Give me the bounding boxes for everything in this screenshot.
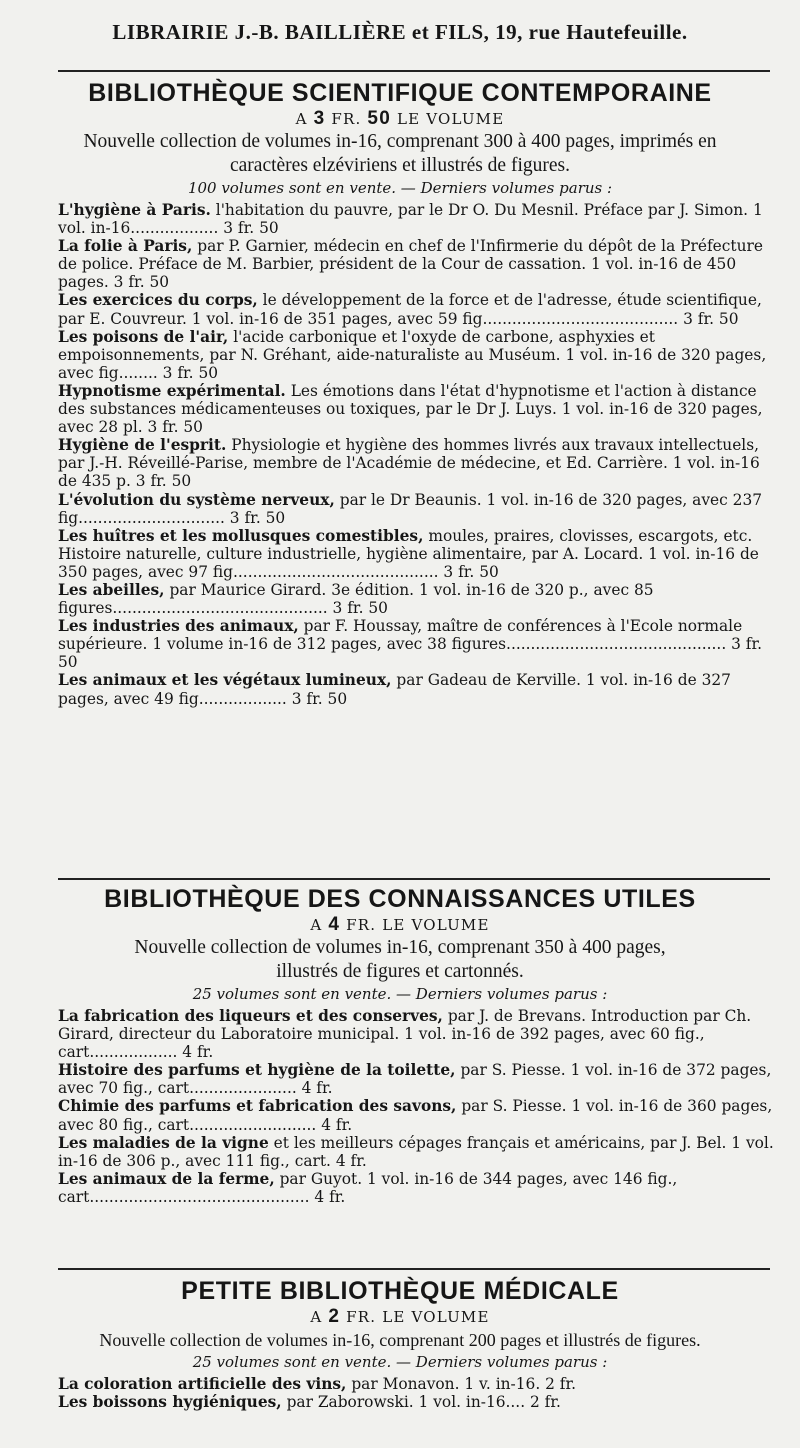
price-prefix: A <box>295 110 308 128</box>
list-item: Les industries des animaux, par F. Houssay, maître de conférences à l'Ecole normale supérieure. 1 volume in-16 de 312 pages, avec 38 figures............................................. 3 fr. 50 <box>58 617 763 672</box>
section-description: Nouvelle collection de volumes in-16, comprenant 200 pages et illustrés de figures. <box>99 1330 701 1350</box>
divider-rule <box>58 878 770 880</box>
list-item: Les boissons hygiéniques, par Zaborowski. 1 vol. in-16.... 2 fr. <box>58 1393 561 1412</box>
entry-list <box>0 1007 800 1206</box>
list-item: Les exercices du corps, le développement de la force et de l'adresse, étude scientifique, par E. Couvreur. 1 vol. in-16 de 351 pages, avec 59 fig........................................ 3 fr. 50 <box>58 291 762 328</box>
section-count: 100 volumes sont en vente. — Derniers volumes parus : <box>187 179 613 197</box>
price-currency: FR. <box>346 1308 377 1326</box>
list-item: Les poisons de l'air, l'acide carbonique et l'oxyde de carbone, asphyxies et empoisonnements, par N. Gréhant, aide-naturaliste au Muséum. 1 vol. in-16 de 320 pages, avec fig........ 3 fr. 50 <box>58 327 767 382</box>
list-item: Chimie des parfums et fabrication des savons, par S. Piesse. 1 vol. in-16 de 360 pages, avec 80 fig., cart.......................... 4 fr. <box>58 1097 773 1134</box>
list-item: Hypnotisme expérimental. Les émotions dans l'état d'hypnotisme et l'action à distance des substances médicamenteuses ou toxiques, par le Dr J. Luys. 1 vol. in-16 de 320 pages, avec 28 pl. 3 fr. 50 <box>58 381 763 437</box>
list-item: La fabrication des liqueurs et des conserves, par J. de Brevans. Introduction par Ch. Girard, directeur du Laboratoire municipal. 1 vol. in-16 de 392 pages, avec 60 fig., cart.................. 4 fr. <box>58 1007 752 1062</box>
price-number: 2 <box>328 1306 341 1327</box>
price-prefix: A <box>310 916 323 934</box>
list-item: Histoire des parfums et hygiène de la toilette, par S. Piesse. 1 vol. in-16 de 372 pages, avec 70 fig., cart...................... 4 fr. <box>58 1061 772 1098</box>
entry-list <box>0 1375 800 1411</box>
section-description: Nouvelle collection de volumes in-16, comprenant 350 à 400 pages, illustrés de figures et cartonnés. <box>134 937 666 982</box>
list-item: Les abeilles, par Maurice Girard. 3e édition. 1 vol. in-16 de 320 p., avec 85 figures............................................ 3 fr. 50 <box>58 580 654 618</box>
section-scientifique <box>0 78 800 708</box>
price-prefix: A <box>310 1308 323 1326</box>
section-price <box>0 108 800 130</box>
section-title: PETITE BIBLIOTHÈQUE MÉDICALE <box>181 1277 619 1305</box>
divider-rule <box>58 70 770 72</box>
section-title: BIBLIOTHÈQUE SCIENTIFIQUE CONTEMPORAINE <box>88 79 712 107</box>
price-suffix: LE VOLUME <box>382 1308 490 1326</box>
price-suffix: LE VOLUME <box>382 916 490 934</box>
list-item: Hygiène de l'esprit. Physiologie et hygiène des hommes livrés aux travaux intellectuels, par J.-H. Réveillé-Parise, membre de l'Académie de médecine, et Ed. Carrière. 1 vol. in-16 de 435 p. 3 fr. 50 <box>58 436 760 491</box>
price-currency: FR. <box>346 916 377 934</box>
list-item: L'hygiène à Paris. l'habitation du pauvre, par le Dr O. Du Mesnil. Préface par J. Simon. 1 vol. in-16.................. 3 fr. 50 <box>58 201 763 238</box>
price-number: 4 <box>328 914 341 935</box>
section-price <box>0 1306 800 1328</box>
list-item: Les animaux et les végétaux lumineux, par Gadeau de Kerville. 1 vol. in-16 de 327 pages, avec 49 fig.................. 3 fr. 50 <box>58 671 731 708</box>
section-count: 25 volumes sont en vente. — Derniers volumes parus : <box>192 985 608 1003</box>
section-connaissances <box>0 884 800 1206</box>
section-count: 25 volumes sont en vente. — Derniers volumes parus : <box>192 1353 608 1371</box>
section-description: Nouvelle collection de volumes in-16, comprenant 300 à 400 pages, imprimés en caractères elzéviriens et illustrés de figures. <box>83 131 717 176</box>
price-number: 3 <box>313 108 326 129</box>
price-suffix: LE VOLUME <box>396 110 505 128</box>
list-item: La coloration artificielle des vins, par Monavon. 1 v. in-16. 2 fr. <box>58 1375 577 1393</box>
list-item: La folie à Paris, par P. Garnier, médecin en chef de l'Infirmerie du dépôt de la Préfecture de police. Préface de M. Barbier, président de la Cour de cassation. 1 vol. in-16 de 450 pages. 3 fr. 50 <box>58 237 763 292</box>
section-title: BIBLIOTHÈQUE DES CONNAISSANCES UTILES <box>104 885 696 913</box>
price-cents: 50 <box>367 108 391 129</box>
list-item: Les maladies de la vigne et les meilleurs cépages français et américains, par J. Bel. 1 vol. in-16 de 306 p., avec 111 fig., cart. 4 fr. <box>58 1133 774 1170</box>
list-item: Les huîtres et les mollusques comestibles, moules, praires, clovisses, escargots, etc. Histoire naturelle, culture industrielle, hygiène alimentaire, par A. Locard. 1 vol. in-16 de 350 pages, avec 97 fig.......................................... 3 fr. 50 <box>58 526 759 581</box>
section-medicale <box>0 1276 800 1411</box>
section-price <box>0 914 800 936</box>
list-item: L'évolution du système nerveux, par le Dr Beaunis. 1 vol. in-16 de 320 pages, avec 237 fig.............................. 3 fr. 50 <box>58 490 763 527</box>
divider-rule <box>58 1268 770 1270</box>
publisher-header: LIBRAIRIE J.-B. BAILLIÈRE et FILS, 19, rue Hautefeuille. <box>112 20 688 44</box>
list-item: Les animaux de la ferme, par Guyot. 1 vol. in-16 de 344 pages, avec 146 fig., cart............................................. 4 fr. <box>58 1169 678 1206</box>
entry-list <box>0 201 800 708</box>
price-currency: FR. <box>331 110 362 128</box>
